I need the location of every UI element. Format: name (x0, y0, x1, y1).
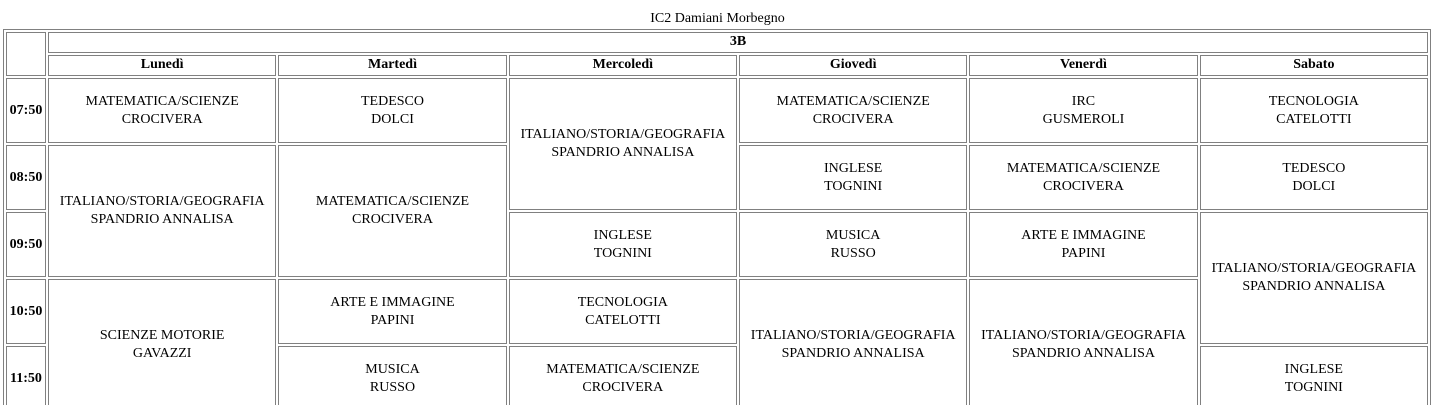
lesson-cell (278, 78, 506, 143)
lesson-subject: ITALIANO/STORIA/GEOGRAFIA (750, 328, 956, 344)
time-slot: 10:50 (6, 279, 46, 344)
lesson-subject: ITALIANO/STORIA/GEOGRAFIA (520, 127, 726, 143)
lesson-teacher: SPANDRIO ANNALISA (1011, 346, 1155, 362)
lesson-teacher: CATELOTTI (585, 312, 661, 328)
lesson-cell (509, 279, 737, 344)
lesson-teacher: CATELOTTI (1276, 111, 1352, 127)
lesson-subject: ITALIANO/STORIA/GEOGRAFIA (981, 328, 1186, 344)
lesson-subject: MUSICA (365, 361, 420, 377)
lesson-cell (969, 212, 1197, 277)
lesson-subject: IRC (1071, 93, 1096, 109)
lesson-subject: INGLESE (823, 160, 883, 176)
lesson-cell (739, 279, 967, 405)
lesson-subject: MATEMATICA/SCIENZE (315, 194, 470, 210)
day-header-saturday: Sabato (1200, 55, 1428, 76)
lesson-cell (969, 279, 1197, 405)
lesson-cell (739, 78, 967, 143)
lesson-subject: ARTE E IMMAGINE (330, 294, 455, 310)
time-slot: 11:50 (6, 346, 46, 405)
lesson-cell (739, 212, 967, 277)
lesson-teacher: SPANDRIO ANNALISA (781, 346, 925, 362)
lesson-subject: INGLESE (1284, 361, 1343, 377)
lesson-cell (278, 145, 506, 277)
lesson-cell (48, 145, 276, 277)
lesson-teacher: CROCIVERA (1043, 178, 1124, 194)
lesson-teacher: DOLCI (371, 111, 414, 127)
lesson-teacher: SPANDRIO ANNALISA (551, 145, 695, 161)
lesson-subject: TEDESCO (360, 93, 424, 109)
lesson-subject: TECNOLOGIA (1268, 93, 1359, 109)
time-slot: 07:50 (6, 78, 46, 143)
lesson-teacher: PAPINI (370, 312, 415, 328)
lesson-cell (1200, 212, 1428, 344)
timetable (3, 29, 1431, 405)
lesson-subject: MATEMATICA/SCIENZE (776, 93, 930, 109)
lesson-teacher: CROCIVERA (812, 111, 894, 127)
day-header-wednesday: Mercoledì (509, 55, 737, 76)
day-header-thursday: Giovedì (739, 55, 967, 76)
lesson-subject: MATEMATICA/SCIENZE (1006, 160, 1161, 176)
lesson-teacher: SPANDRIO ANNALISA (1242, 279, 1386, 295)
lesson-subject: SCIENZE MOTORIE (99, 328, 225, 344)
lesson-teacher: RUSSO (830, 245, 876, 261)
lesson-teacher: DOLCI (1292, 178, 1336, 194)
lesson-subject: ARTE E IMMAGINE (1021, 227, 1146, 243)
lesson-teacher: PAPINI (1061, 245, 1106, 261)
lesson-cell (278, 346, 506, 405)
lesson-teacher: TOGNINI (824, 178, 883, 194)
lesson-subject: MATEMATICA/SCIENZE (546, 361, 700, 377)
lesson-teacher: TOGNINI (1284, 379, 1343, 395)
lesson-subject: MUSICA (825, 227, 881, 243)
day-header-monday: Lunedì (48, 55, 276, 76)
lesson-teacher: CROCIVERA (121, 111, 203, 127)
lesson-subject: TEDESCO (1282, 160, 1346, 176)
lesson-cell (278, 279, 506, 344)
lesson-subject: ITALIANO/STORIA/GEOGRAFIA (1211, 261, 1417, 277)
lesson-cell (48, 78, 276, 143)
lesson-teacher: GAVAZZI (132, 346, 192, 362)
lesson-subject: INGLESE (593, 227, 652, 243)
lesson-cell (48, 279, 276, 405)
lesson-teacher: RUSSO (369, 379, 416, 395)
lesson-cell (509, 346, 737, 405)
time-slot: 08:50 (6, 145, 46, 210)
lesson-cell (509, 78, 737, 210)
lesson-cell (1200, 78, 1428, 143)
lesson-subject: MATEMATICA/SCIENZE (85, 93, 239, 109)
lesson-teacher: GUSMEROLI (1042, 111, 1125, 127)
class-name: 3B (48, 32, 1428, 53)
lesson-cell (969, 78, 1197, 143)
lesson-teacher: CROCIVERA (582, 379, 664, 395)
day-header-tuesday: Martedì (278, 55, 506, 76)
lesson-cell (509, 212, 737, 277)
lesson-cell (969, 145, 1197, 210)
corner-cell (6, 32, 46, 76)
school-title: IC2 Damiani Morbegno (650, 11, 785, 26)
lesson-cell (739, 145, 967, 210)
lesson-subject: ITALIANO/STORIA/GEOGRAFIA (59, 194, 265, 210)
lesson-teacher: TOGNINI (593, 245, 652, 261)
lesson-teacher: SPANDRIO ANNALISA (90, 212, 234, 228)
lesson-teacher: CROCIVERA (352, 212, 433, 228)
day-header-friday: Venerdì (969, 55, 1197, 76)
lesson-subject: TECNOLOGIA (577, 294, 668, 310)
lesson-cell (1200, 145, 1428, 210)
time-slot: 09:50 (6, 212, 46, 277)
lesson-cell (1200, 346, 1428, 405)
